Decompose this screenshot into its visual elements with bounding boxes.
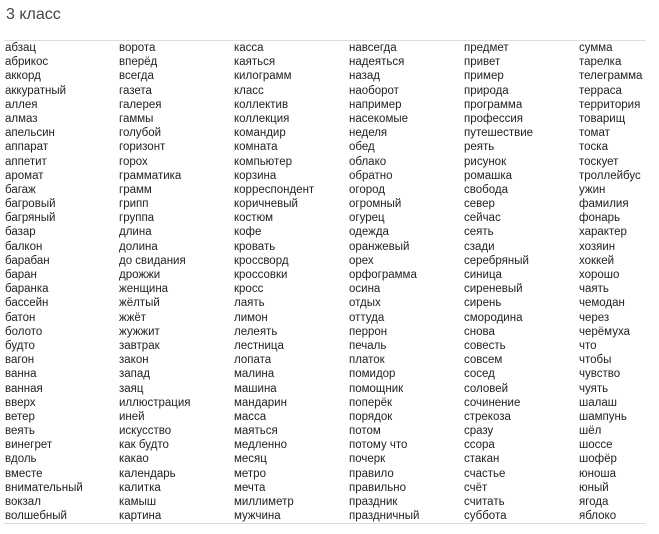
word-item: абзац <box>5 42 36 54</box>
word-item: заяц <box>119 382 144 395</box>
word-item: группа <box>119 212 155 225</box>
word-item: касса <box>234 42 264 54</box>
word-column-3 <box>233 41 348 524</box>
word-item: долина <box>119 240 158 253</box>
word-item: будто <box>5 339 35 352</box>
word-item: горох <box>119 155 148 168</box>
word-item: хозяин <box>579 240 616 253</box>
word-item: аппетит <box>5 155 47 168</box>
word-item: чаять <box>579 283 609 296</box>
word-item: ягода <box>579 496 609 508</box>
word-item: пример <box>464 70 504 83</box>
word-item: камыш <box>119 496 157 508</box>
word-item: компьютер <box>234 155 292 168</box>
word-item: ворота <box>119 42 156 54</box>
word-item: почерк <box>349 453 386 466</box>
word-item: бассейн <box>5 297 49 310</box>
word-item: тарелка <box>579 56 622 69</box>
word-item: навсегда <box>349 42 397 54</box>
word-item: огромный <box>349 198 402 211</box>
word-item: природа <box>464 84 509 97</box>
word-item: поперёк <box>349 396 393 409</box>
word-item: ужин <box>579 183 606 196</box>
word-item: чтобы <box>579 354 612 367</box>
word-item: печаль <box>349 339 387 352</box>
word-item: шампунь <box>579 410 627 423</box>
word-item: лимон <box>234 311 268 324</box>
word-column-4 <box>348 41 463 524</box>
word-item: командир <box>234 127 286 140</box>
word-item: правильно <box>349 481 407 494</box>
word-item: винегрет <box>5 439 53 452</box>
word-item: аромат <box>5 169 44 182</box>
word-item: облако <box>349 155 387 168</box>
word-item: миллиметр <box>234 496 294 508</box>
word-item: медленно <box>234 439 287 452</box>
word-item: аппарат <box>5 141 49 154</box>
word-item: аккорд <box>5 70 41 83</box>
word-item: багряный <box>5 212 56 225</box>
word-item: длина <box>119 226 152 239</box>
word-item: калитка <box>119 481 161 494</box>
word-item: корзина <box>234 169 277 182</box>
word-item: чувство <box>579 368 621 381</box>
word-item: до свидания <box>119 254 186 267</box>
word-item: календарь <box>119 467 176 480</box>
word-item: что <box>579 339 597 352</box>
word-item: яблоко <box>579 510 617 523</box>
word-item: томат <box>579 127 610 140</box>
word-item: помощник <box>349 382 404 395</box>
word-item: хоккей <box>579 254 615 267</box>
word-item: завтрак <box>119 339 160 352</box>
word-item: реять <box>464 141 495 154</box>
word-item: профессия <box>464 112 524 125</box>
word-item: стакан <box>464 453 500 466</box>
word-item: троллейбус <box>579 169 641 182</box>
word-item: отдых <box>349 297 381 310</box>
word-item: грамм <box>119 183 152 196</box>
word-item: вокзал <box>5 496 41 508</box>
word-item: коричневый <box>234 198 298 211</box>
word-item: мандарин <box>234 396 287 409</box>
word-item: считать <box>464 496 505 508</box>
word-item: насекомые <box>349 112 409 125</box>
word-item: юный <box>579 481 609 494</box>
word-item: снова <box>464 325 495 338</box>
word-item: барабан <box>5 254 50 267</box>
word-item: закон <box>119 354 149 367</box>
word-item: рисунок <box>464 155 507 168</box>
word-column-1 <box>4 41 118 524</box>
word-item: жжёт <box>119 311 147 324</box>
word-item: чемодан <box>579 297 625 310</box>
word-item: характер <box>579 226 627 239</box>
word-item: ванна <box>5 368 37 381</box>
word-item: жёлтый <box>119 297 160 310</box>
word-item: сосед <box>464 368 495 381</box>
word-item: назад <box>349 70 380 83</box>
word-item: комната <box>234 141 278 154</box>
word-item: грипп <box>119 198 149 211</box>
word-item: волшебный <box>5 510 67 523</box>
word-item: лестница <box>234 339 284 352</box>
word-column-2 <box>118 41 233 524</box>
word-item: неделя <box>349 127 388 140</box>
word-table-row <box>4 41 646 524</box>
word-item: праздник <box>349 496 398 508</box>
word-item: соловей <box>464 382 509 395</box>
word-item: костюм <box>234 212 273 225</box>
word-item: осина <box>349 283 381 296</box>
word-item: счёт <box>464 481 488 494</box>
word-item: иней <box>119 410 145 423</box>
page-title: 3 класс <box>6 6 61 23</box>
word-item: смородина <box>464 311 523 324</box>
word-item: сирень <box>464 297 502 310</box>
word-item: лопата <box>234 354 272 367</box>
word-item: праздничный <box>349 510 420 523</box>
word-item: месяц <box>234 453 267 466</box>
word-item: программа <box>464 98 523 111</box>
word-item: кроссовки <box>234 269 288 281</box>
word-item: предмет <box>464 42 509 54</box>
word-item: орех <box>349 254 374 267</box>
word-item: шёл <box>579 425 602 438</box>
word-item: всегда <box>119 70 154 83</box>
word-item: через <box>579 311 610 324</box>
word-item: корреспондент <box>234 183 315 196</box>
word-item: газета <box>119 84 152 97</box>
word-item: например <box>349 98 402 111</box>
word-item: одежда <box>349 226 389 239</box>
word-item: галерея <box>119 98 162 111</box>
word-item: кровать <box>234 240 276 253</box>
word-item: маяться <box>234 425 278 438</box>
word-item: тоскует <box>579 155 619 168</box>
word-item: батон <box>5 311 36 324</box>
word-item: черёмуха <box>579 325 630 338</box>
word-item: аккуратный <box>5 84 67 97</box>
word-item: шофёр <box>579 453 617 466</box>
word-item: чуять <box>579 382 609 395</box>
word-item: сочинение <box>464 396 521 409</box>
word-item: женщина <box>119 283 169 296</box>
word-item: серебряный <box>464 254 529 267</box>
word-item: потому что <box>349 439 408 452</box>
word-item: ссора <box>464 439 495 452</box>
word-item: багровый <box>5 198 56 211</box>
word-item: надеяться <box>349 56 405 69</box>
word-item: огород <box>349 183 385 196</box>
word-item: территория <box>579 98 641 111</box>
word-item: внимательный <box>5 481 83 494</box>
word-item: обратно <box>349 169 393 182</box>
word-column-6 <box>578 41 646 524</box>
word-item: фонарь <box>579 212 620 225</box>
word-item: сумма <box>579 42 613 54</box>
word-item: оттуда <box>349 311 385 324</box>
word-item: лаять <box>234 297 265 310</box>
word-item: картина <box>119 510 162 523</box>
word-item: горизонт <box>119 141 166 154</box>
word-item: ванная <box>5 382 43 395</box>
word-item: иллюстрация <box>119 396 191 409</box>
word-item: шалаш <box>579 396 617 409</box>
word-item: гаммы <box>119 112 154 125</box>
word-item: орфограмма <box>349 269 417 281</box>
word-table <box>4 40 646 524</box>
word-item: счастье <box>464 467 506 480</box>
word-item: кофе <box>234 226 262 239</box>
word-item: лелеять <box>234 325 278 338</box>
word-item: баран <box>5 269 37 281</box>
word-item: сзади <box>464 240 495 253</box>
word-item: шоссе <box>579 439 613 452</box>
word-item: помидор <box>349 368 396 381</box>
word-item: ромашка <box>464 169 512 182</box>
word-item: запад <box>119 368 151 381</box>
word-item: масса <box>234 410 267 423</box>
word-item: привет <box>464 56 501 69</box>
word-item: перрон <box>349 325 388 338</box>
word-item: сеять <box>464 226 494 239</box>
word-item: стрекоза <box>464 410 511 423</box>
word-item: класс <box>234 84 264 97</box>
word-item: болото <box>5 325 43 338</box>
word-item: кроссворд <box>234 254 289 267</box>
word-item: путешествие <box>464 127 534 140</box>
word-item: багаж <box>5 183 36 196</box>
word-item: платок <box>349 354 385 367</box>
word-item: потом <box>349 425 381 438</box>
word-item: какао <box>119 453 149 466</box>
word-item: свобода <box>464 183 508 196</box>
word-item: фамилия <box>579 198 629 211</box>
word-item: сиреневый <box>464 283 523 296</box>
word-item: аллея <box>5 98 38 111</box>
word-column-5 <box>463 41 578 524</box>
word-item: грамматика <box>119 169 182 182</box>
word-item: искусство <box>119 425 172 438</box>
word-item: алмаз <box>5 112 38 125</box>
word-item: апельсин <box>5 127 55 140</box>
word-item: хорошо <box>579 269 620 281</box>
word-item: вдоль <box>5 453 37 466</box>
word-item: килограмм <box>234 70 292 83</box>
word-item: огурец <box>349 212 385 225</box>
word-item: мужчина <box>234 510 281 523</box>
word-item: правило <box>349 467 394 480</box>
word-item: совесть <box>464 339 506 352</box>
word-item: базар <box>5 226 36 239</box>
word-item: коллекция <box>234 112 290 125</box>
word-item: дрожжи <box>119 269 161 281</box>
word-item: синица <box>464 269 502 281</box>
word-item: сейчас <box>464 212 501 225</box>
word-item: абрикос <box>5 56 49 69</box>
word-item: кросс <box>234 283 264 296</box>
word-item: телеграмма <box>579 70 643 83</box>
word-item: вверх <box>5 396 36 409</box>
word-item: порядок <box>349 410 393 423</box>
word-item: каяться <box>234 56 276 69</box>
word-item: терраса <box>579 84 622 97</box>
word-item: мечта <box>234 481 266 494</box>
word-item: юноша <box>579 467 616 480</box>
word-item: голубой <box>119 127 162 140</box>
word-item: веять <box>5 425 35 438</box>
word-item: вагон <box>5 354 35 367</box>
word-item: машина <box>234 382 277 395</box>
word-item: метро <box>234 467 266 480</box>
word-item: суббота <box>464 510 507 523</box>
word-item: вперёд <box>119 56 158 69</box>
word-item: малина <box>234 368 275 381</box>
word-item: сразу <box>464 425 494 438</box>
word-item: совсем <box>464 354 503 367</box>
word-item: как будто <box>119 439 169 452</box>
word-item: баранка <box>5 283 49 296</box>
word-item: обед <box>349 141 375 154</box>
word-item: вместе <box>5 467 43 480</box>
word-item: север <box>464 198 495 211</box>
word-item: жужжит <box>119 325 160 338</box>
word-item: коллектив <box>234 98 289 111</box>
word-item: оранжевый <box>349 240 410 253</box>
word-item: балкон <box>5 240 43 253</box>
word-item: тоска <box>579 141 608 154</box>
word-item: товарищ <box>579 112 626 125</box>
word-item: ветер <box>5 410 35 423</box>
word-item: наоборот <box>349 84 399 97</box>
